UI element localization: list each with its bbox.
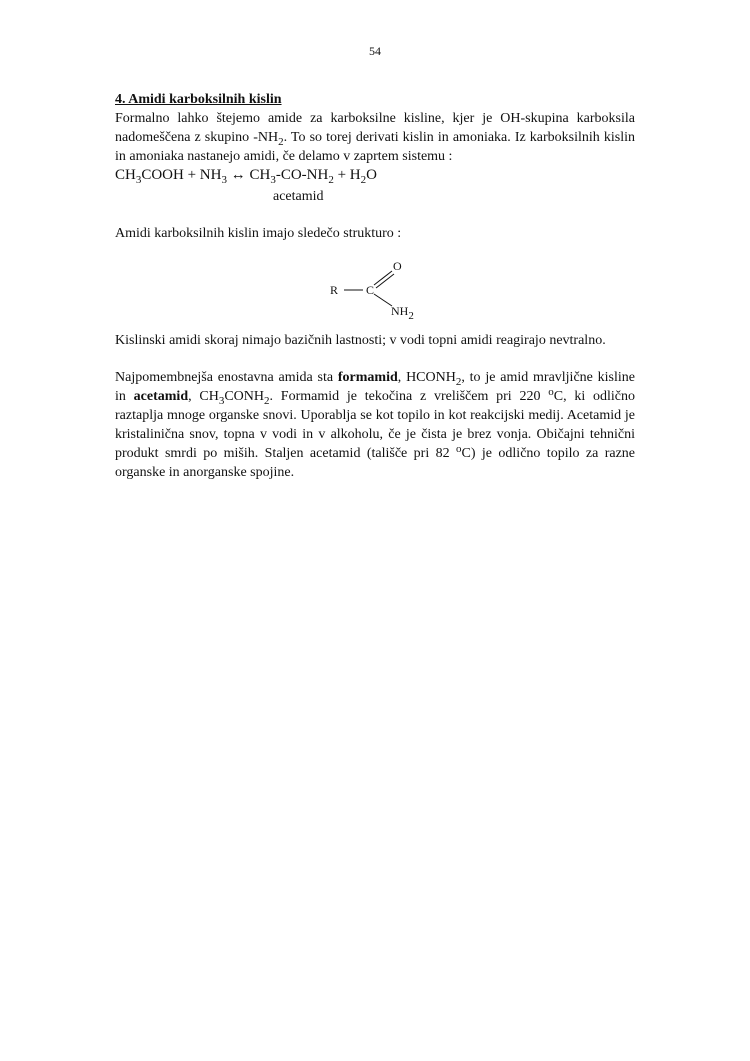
- document-body: [115, 90, 635, 482]
- amide-structure-diagram: [115, 243, 635, 322]
- carbon-label: C: [366, 283, 375, 297]
- formamid-acetamid-paragraph: Najpomembnejša enostavna amida sta formamid, $HCONH_2$, to je amid mravljične kisline in acetamid, $CH_3CONH_2$. Formamid je tekočina z vreliščem pri 220 $^o$C, ki odlično raztaplja mnoge organske snovi. Uporablja se kot topilo in kot reakcijski medij. Acetamid je kristalinična snov, topna v vodi in v alkoholu, če je čista je brez vonja. Običajni tehnični produkt smrdi po miših. Staljen acetamid (tališče pri 82 $^o$C) je odlično topilo za razne organske in anorganske spojine.: [115, 370, 636, 480]
- c-n-bond: [374, 294, 392, 306]
- page-number: 54: [369, 44, 381, 58]
- section-heading: 4. Amidi karboksilnih kislin: [115, 92, 282, 107]
- equation-product-label: acetamid: [273, 189, 324, 204]
- r-group-label: R: [330, 283, 339, 297]
- oxygen-label: O: [393, 259, 402, 273]
- intro-paragraph: Formalno lahko štejemo amide za karboksilne kisline, kjer je OH-skupina karboksila nadomeščena z skupino $-NH_2$. To so torej derivati kislin in amoniaka. Iz karboksilnih kislin in amoniaka nastanejo amidi, če delamo v zaprtem sistemu :: [115, 111, 635, 164]
- structure-intro: Amidi karboksilnih kislin imajo sledečo strukturo :: [115, 226, 402, 241]
- basicity-paragraph: Kislinski amidi skoraj nimajo bazičnih lastnosti; v vodi topni amidi reagirajo nevtralno.: [115, 333, 606, 348]
- amine-label: $NH_2$: [391, 304, 414, 322]
- reaction-equation: $CH_3COOH + NH_3$ ↔ $CH_3-CO-NH_2 + H_2O$: [115, 167, 377, 186]
- amide-structure-bonds: [115, 243, 635, 322]
